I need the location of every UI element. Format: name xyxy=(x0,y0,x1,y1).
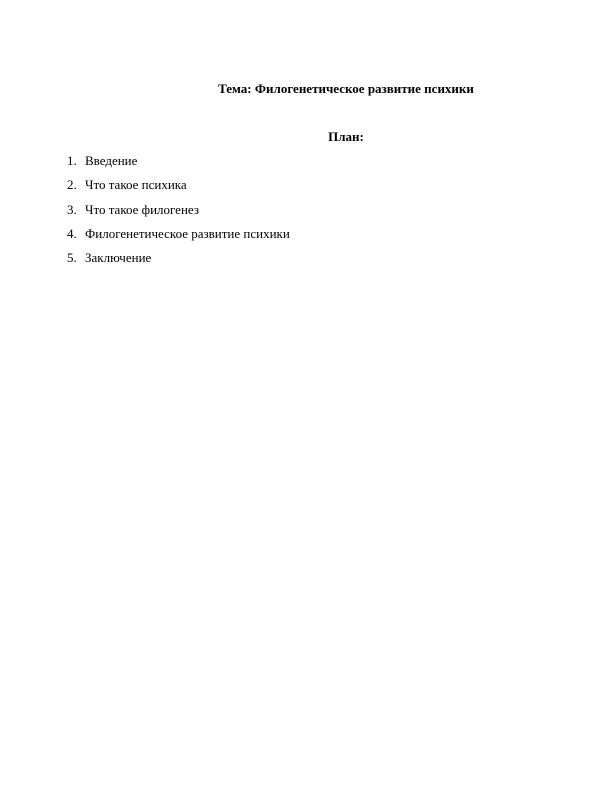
plan-item-text: Филогенетическое развитие психики xyxy=(85,225,290,241)
plan-item-text: Что такое психика xyxy=(85,177,187,193)
plan-item-psyche xyxy=(67,177,290,201)
plan-item-phylogenesis xyxy=(67,202,290,226)
plan-item-number: 3. xyxy=(67,201,77,217)
plan-item-conclusion xyxy=(67,250,290,274)
document-title: Тема: Филогенетическое развитие психики xyxy=(218,81,474,96)
plan-item-number: 2. xyxy=(67,177,77,193)
plan-item-development xyxy=(67,226,290,250)
plan-item-text: Что такое филогенез xyxy=(85,201,199,217)
plan-item-number: 4. xyxy=(67,225,77,241)
plan-item-intro xyxy=(67,153,290,177)
plan-heading: План: xyxy=(328,129,364,144)
plan-list xyxy=(67,153,290,274)
plan-item-number: 1. xyxy=(67,153,77,168)
plan-item-text: Заключение xyxy=(85,250,152,266)
plan-item-text: Введение xyxy=(85,153,138,168)
plan-item-number: 5. xyxy=(67,250,77,266)
